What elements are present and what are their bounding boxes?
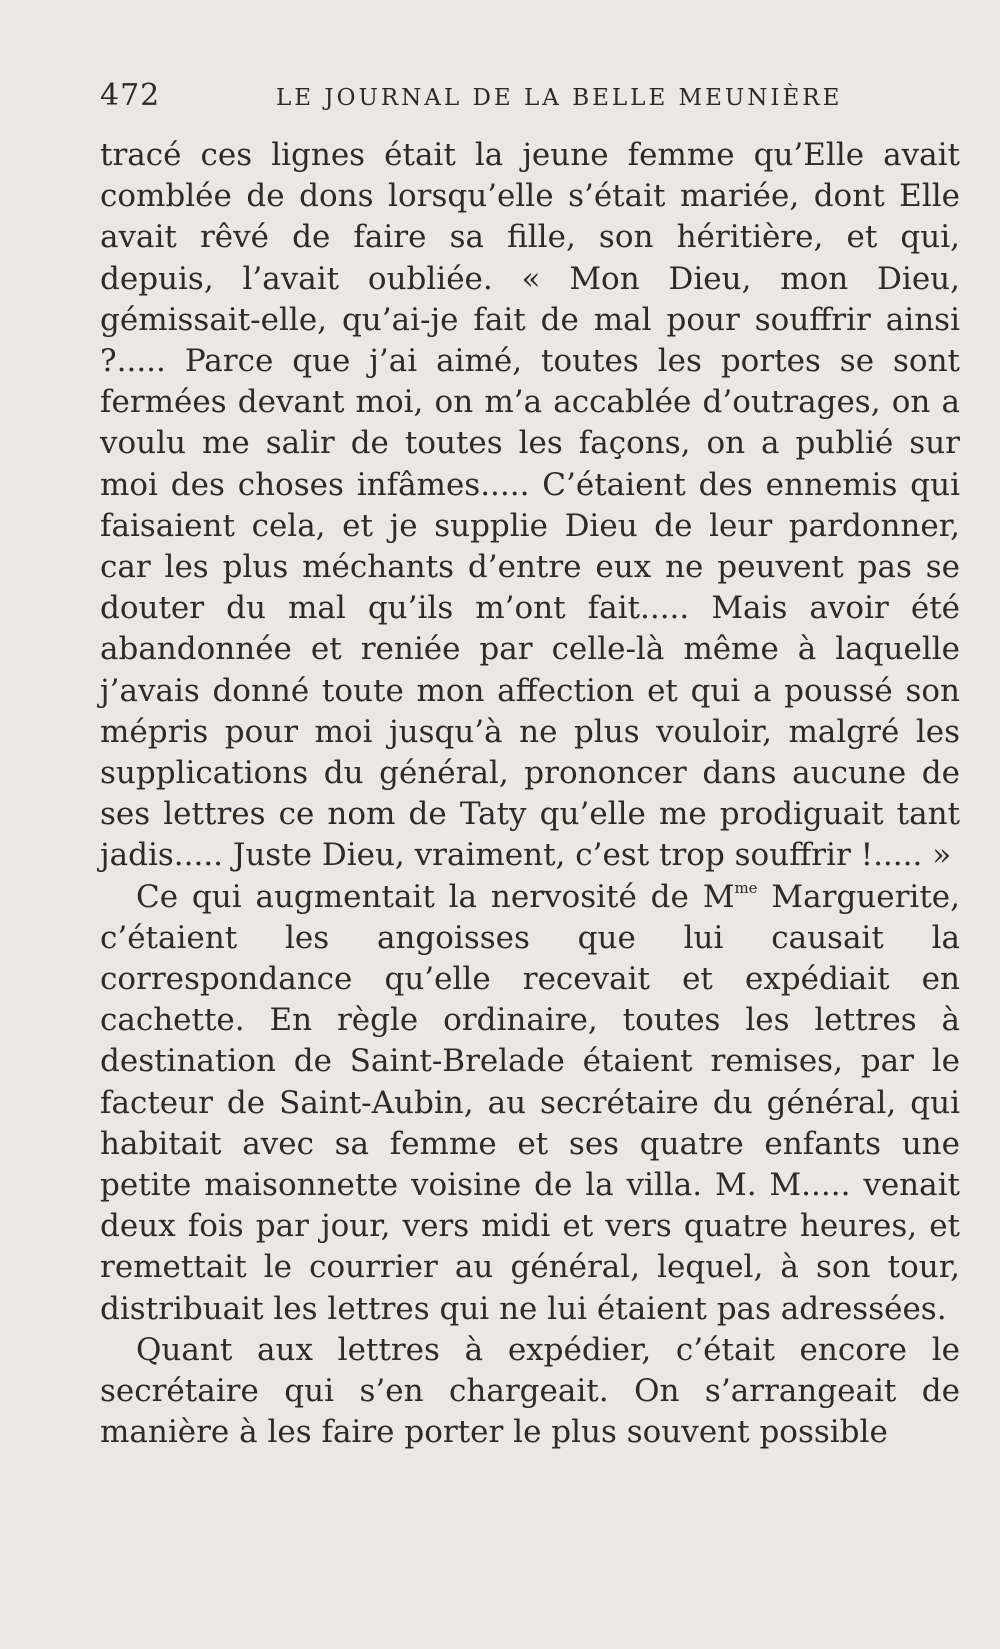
body-text [100, 135, 960, 1454]
paragraph-2-rest: Marguerite, c’étaient les angoisses que lui causait la correspondance qu’elle recevait et expédiait en cachette. En règle ordinaire, toutes les lettres à destination de Saint-Brelade étaient remises, par le facteur de Saint-Aubin, au secrétaire du général, qui habitait avec sa femme et ses quatre enfants une petite maisonnette voisine de la villa. M. M..... venait deux fois par jour, vers midi et vers quatre heures, et remettait le courrier au général, lequel, à son tour, distribuait les lettres qui ne lui étaient pas adressées. [100, 878, 960, 1327]
running-title: LE JOURNAL DE LA BELLE MEUNIÈRE [276, 85, 843, 111]
paragraph-2 [100, 877, 960, 1330]
page-number: 472 [100, 78, 161, 113]
abbreviation-superscript: me [734, 878, 758, 897]
paragraph-2-start: Ce qui augmentait la nervosité de M [136, 878, 735, 915]
paragraph-1: tracé ces lignes était la jeune femme qu’Elle avait comblée de dons lorsqu’elle s’était mariée, dont Elle avait rêvé de faire sa fille, son héritière, et qui, depuis, l’avait oubliée. « Mon Dieu, mon Dieu, gémissait-elle, qu’ai-je fait de mal pour souffrir ainsi ?..... Parce que j’ai aimé, toutes les portes se sont fermées devant moi, on m’a accablée d’outrages, on a voulu me salir de toutes les façons, on a publié sur moi des choses infâmes..... C’étaient des ennemis qui faisaient cela, et je supplie Dieu de leur pardonner, car les plus méchants d’entre eux ne peuvent pas se douter du mal qu’ils m’ont fait..... Mais avoir été abandonnée et reniée par celle-là même à laquelle j’avais donné toute mon affection et qui a poussé son mépris pour moi jusqu’à ne plus vouloir, malgré les supplications du général, prononcer dans aucune de ses lettres ce nom de Taty qu’elle me prodiguait tant jadis..... Juste Dieu, vraiment, c’est trop souffrir !..... » [100, 137, 960, 874]
paragraph-3: Quant aux lettres à expédier, c’était encore le secrétaire qui s’en chargeait. On s’arrangeait de manière à les faire porter le plus souvent possible [100, 1331, 960, 1451]
page-header [100, 78, 960, 113]
